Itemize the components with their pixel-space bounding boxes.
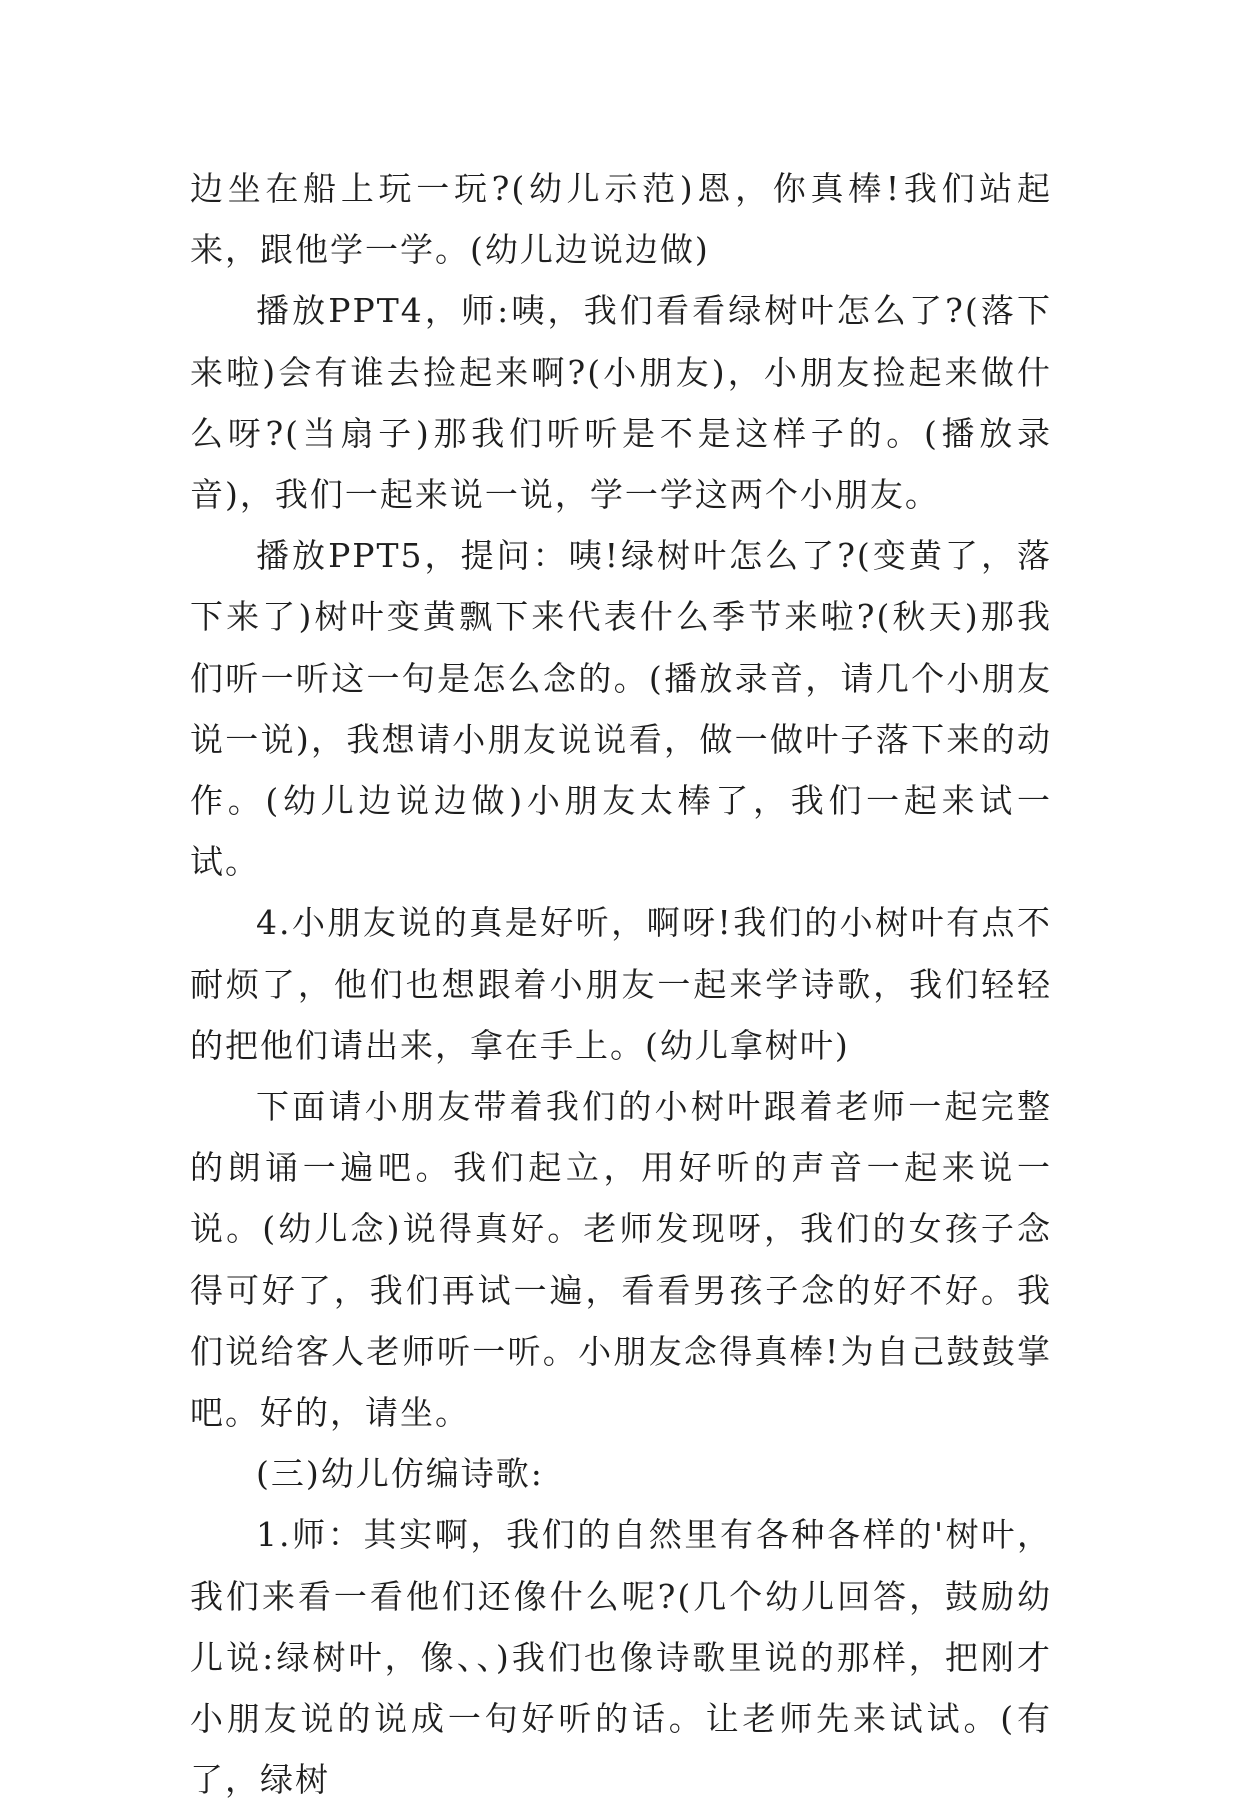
paragraph-ppt4: 播放PPT4，师:咦，我们看看绿树叶怎么了?(落下来啦)会有谁去捡起来啊?(小朋友)，小朋友捡起来做什么呀?(当扇子)那我们听听是不是这样子的。(播放录音)，我们一起来说一说，学一学这两个小朋友。 [190, 291, 1052, 515]
paragraph-recitation: 下面请小朋友带着我们的小树叶跟着老师一起完整的朗诵一遍吧。我们起立，用好听的声音一起来说一说。(幼儿念)说得真好。老师发现呀，我们的女孩子念得可好了，我们再试一遍，看看男孩子念的好不好。我们说给客人老师听一听。小朋友念得真棒!为自己鼓鼓掌吧。好的，请坐。 [190, 1087, 1052, 1433]
paragraph-step-1: 1.师：其实啊，我们的自然里有各种各样的'树叶，我们来看一看他们还像什么呢?(几个幼儿回答，鼓励幼儿说:绿树叶，像、、)我们也像诗歌里说的那样，把刚才小朋友说的说成一句好听的话。让老师先来试试。(有了，绿树 [190, 1515, 1052, 1800]
paragraph-step-4: 4.小朋友说的真是好听，啊呀!我们的小树叶有点不耐烦了，他们也想跟着小朋友一起来学诗歌，我们轻轻的把他们请出来，拿在手上。(幼儿拿树叶) [190, 903, 1052, 1065]
paragraph-ppt5: 播放PPT5，提问：咦!绿树叶怎么了?(变黄了，落下来了)树叶变黄飘下来代表什么季节来啦?(秋天)那我们听一听这一句是怎么念的。(播放录音，请几个小朋友说一说)，我想请小朋友说说看，做一做叶子落下来的动作。(幼儿边说边做)小朋友太棒了，我们一起来试一试。 [190, 536, 1052, 882]
document-body [190, 158, 1052, 1810]
section-heading-imitation: (三)幼儿仿编诗歌: [256, 1454, 544, 1494]
paragraph-continuation: 边坐在船上玩一玩?(幼儿示范)恩，你真棒!我们站起来，跟他学一学。(幼儿边说边做) [190, 169, 1052, 270]
